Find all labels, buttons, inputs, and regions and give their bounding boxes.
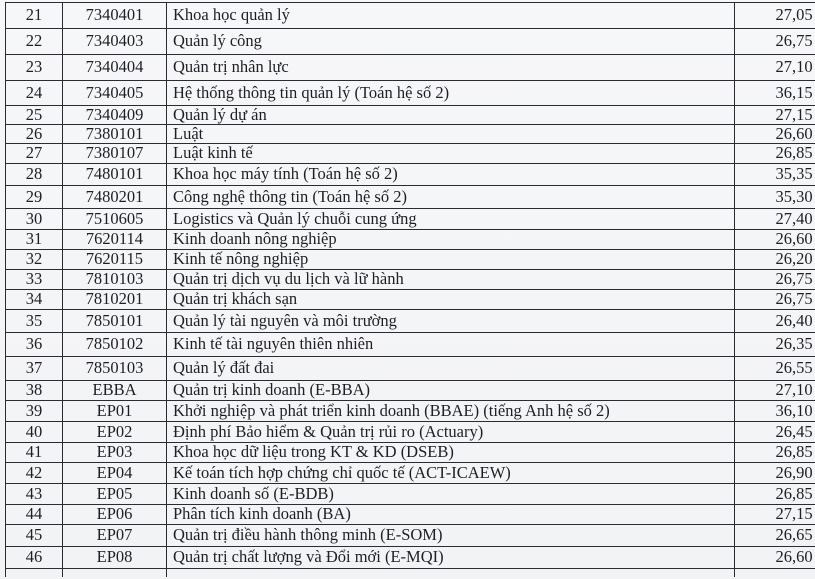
major-name-cell: Quản lý công [167,29,735,55]
row-number-cell: 25 [6,106,63,125]
cutoff-score-cell: 26,65 [735,525,815,547]
row-number-cell: 36 [6,333,63,357]
table-body [6,3,815,578]
table-row [6,144,815,164]
row-number-cell: 28 [6,164,63,186]
major-code-cell: 7850102 [63,333,167,357]
table-row [6,463,815,484]
major-name-cell: Quản trị khách sạn [167,290,735,310]
row-number-cell: 30 [6,209,63,230]
cutoff-score-cell: 26,85 [735,484,815,505]
cutoff-score-cell: 26,60 [735,125,815,144]
table-row [6,29,815,55]
major-code-cell: 7810201 [63,290,167,310]
major-name-cell: Kinh doanh nông nghiệp [167,230,735,250]
row-number-cell: 41 [6,443,63,463]
major-code-cell: EP02 [63,422,167,443]
cutoff-score-cell: 36,10 [735,401,815,422]
cutoff-score-cell: 27,10 [735,55,815,81]
admission-score-table [5,2,815,577]
cutoff-score-cell: 26,85 [735,144,815,164]
major-name-cell: Quản trị chất lượng và Đổi mới (E-MQI) [167,547,735,569]
major-name-cell: Quản lý đất đai [167,357,735,381]
major-code-cell: 7850101 [63,310,167,333]
table-row [6,230,815,250]
row-number-cell: 24 [6,81,63,106]
table-row [6,381,815,401]
table-row [6,484,815,505]
major-name-cell: Quản trị nhân lực [167,55,735,81]
cutoff-score-cell: 26,20 [735,250,815,270]
table-row [6,333,815,357]
cutoff-score-cell: 26,85 [735,443,815,463]
major-code-cell: 7340403 [63,29,167,55]
row-number-cell: 40 [6,422,63,443]
cutoff-score-cell: 26,75 [735,290,815,310]
row-number-cell: 21 [6,3,63,29]
row-number-cell: 35 [6,310,63,333]
cutoff-score-cell: 27,40 [735,209,815,230]
row-number-cell: 23 [6,55,63,81]
major-code-cell: 7340404 [63,55,167,81]
major-code-cell: 7380107 [63,144,167,164]
cutoff-score-cell: 26,35 [735,333,815,357]
major-name-cell: Khởi nghiệp và phát triển kinh doanh (BBAE) (tiếng Anh hệ số 2) [167,401,735,422]
row-number-cell: 38 [6,381,63,401]
table-row [6,525,815,547]
cutoff-score-cell: 36,15 [735,81,815,106]
major-code-cell: EP03 [63,443,167,463]
major-name-cell: Kinh doanh số (E-BDB) [167,484,735,505]
major-code-cell: 7480101 [63,164,167,186]
table-row-partial [6,569,815,578]
row-number-cell: 32 [6,250,63,270]
major-code-cell: EP08 [63,547,167,569]
table-row [6,547,815,569]
cutoff-score-cell: 27,15 [735,106,815,125]
major-code-cell: 7340409 [63,106,167,125]
major-code-cell: 7340405 [63,81,167,106]
major-name-cell: Quản trị kinh doanh (E-BBA) [167,381,735,401]
row-number-cell: 43 [6,484,63,505]
major-code-cell: 7620114 [63,230,167,250]
table-row [6,125,815,144]
major-code-cell: 7510605 [63,209,167,230]
row-number-cell: 33 [6,270,63,290]
major-name-cell: Luật kinh tế [167,144,735,164]
cutoff-score-cell: 26,60 [735,547,815,569]
major-name-cell: Luật [167,125,735,144]
table-row [6,250,815,270]
major-code-cell: EP04 [63,463,167,484]
table-row [6,55,815,81]
table-row [6,505,815,525]
table-row [6,290,815,310]
cutoff-score-cell: 26,45 [735,422,815,443]
major-name-cell: Khoa học quản lý [167,3,735,29]
major-name-cell: Định phí Bảo hiểm & Quản trị rủi ro (Actuary) [167,422,735,443]
major-code-cell: 7850103 [63,357,167,381]
major-name-cell: Kinh tế tài nguyên thiên nhiên [167,333,735,357]
table-row [6,422,815,443]
row-number-cell: 45 [6,525,63,547]
major-name-cell: Khoa học máy tính (Toán hệ số 2) [167,164,735,186]
major-name-cell: Phân tích kinh doanh (BA) [167,505,735,525]
major-code-cell: 7480201 [63,186,167,209]
major-code-cell: 7810103 [63,270,167,290]
row-number-cell: 42 [6,463,63,484]
table-row [6,164,815,186]
cutoff-score-cell: 26,55 [735,357,815,381]
major-code-cell: EBBA [63,381,167,401]
empty-cell [63,569,167,578]
row-number-cell: 34 [6,290,63,310]
major-name-cell: Hệ thống thông tin quản lý (Toán hệ số 2) [167,81,735,106]
cutoff-score-cell: 27,05 [735,3,815,29]
row-number-cell: 37 [6,357,63,381]
empty-cell [167,569,735,578]
table-row [6,209,815,230]
major-name-cell: Khoa học dữ liệu trong KT & KD (DSEB) [167,443,735,463]
major-code-cell: EP05 [63,484,167,505]
cutoff-score-cell: 35,35 [735,164,815,186]
cutoff-score-cell: 26,60 [735,230,815,250]
row-number-cell: 39 [6,401,63,422]
row-number-cell: 26 [6,125,63,144]
cutoff-score-cell: 27,10 [735,381,815,401]
empty-cell [6,569,63,578]
major-name-cell: Quản lý tài nguyên và môi trường [167,310,735,333]
cutoff-score-cell: 26,75 [735,29,815,55]
cutoff-score-cell: 27,15 [735,505,815,525]
major-name-cell: Quản trị dịch vụ du lịch và lữ hành [167,270,735,290]
row-number-cell: 44 [6,505,63,525]
major-code-cell: EP07 [63,525,167,547]
table-row [6,186,815,209]
row-number-cell: 29 [6,186,63,209]
row-number-cell: 31 [6,230,63,250]
major-name-cell: Kế toán tích hợp chứng chỉ quốc tế (ACT-ICAEW) [167,463,735,484]
cutoff-score-cell: 26,75 [735,270,815,290]
empty-cell [735,569,815,578]
cutoff-score-cell: 26,90 [735,463,815,484]
cutoff-score-cell: 35,30 [735,186,815,209]
major-name-cell: Quản trị điều hành thông minh (E-SOM) [167,525,735,547]
table-row [6,357,815,381]
cutoff-score-cell: 26,40 [735,310,815,333]
major-code-cell: EP01 [63,401,167,422]
major-name-cell: Quản lý dự án [167,106,735,125]
table-row [6,401,815,422]
major-name-cell: Logistics và Quản lý chuỗi cung ứng [167,209,735,230]
major-name-cell: Công nghệ thông tin (Toán hệ số 2) [167,186,735,209]
table-row [6,270,815,290]
major-code-cell: EP06 [63,505,167,525]
major-name-cell: Kinh tế nông nghiệp [167,250,735,270]
major-code-cell: 7340401 [63,3,167,29]
row-number-cell: 22 [6,29,63,55]
table-row [6,81,815,106]
row-number-cell: 27 [6,144,63,164]
major-code-cell: 7380101 [63,125,167,144]
major-code-cell: 7620115 [63,250,167,270]
table-row [6,3,815,29]
table-row [6,106,815,125]
row-number-cell: 46 [6,547,63,569]
table-row [6,443,815,463]
table-row [6,310,815,333]
